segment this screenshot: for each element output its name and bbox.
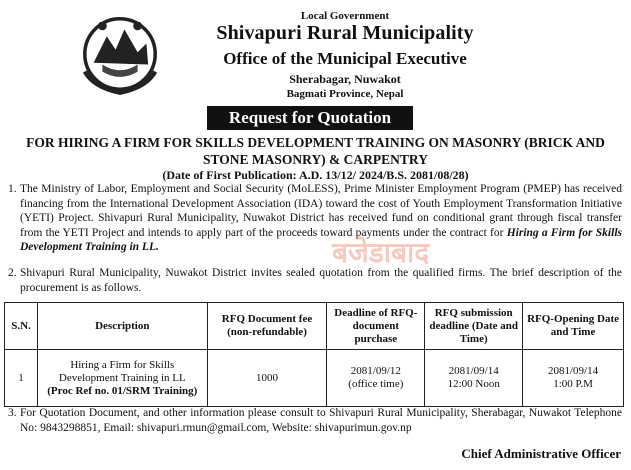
opening-time: 1:00 P.M xyxy=(553,378,593,390)
table-header-row xyxy=(5,303,624,350)
paragraph-text: Shivapuri Rural Municipality, Nuwakot District invites sealed quotation from the qualified firms. The brief description of the procurement is as follows. xyxy=(20,267,622,294)
purchase-date: 2081/09/12 xyxy=(350,365,401,377)
column-header: Description xyxy=(37,303,207,350)
column-header: S.N. xyxy=(5,303,38,350)
address: Sherabagar, Nuwakot xyxy=(289,72,401,86)
column-header: RFQ-Opening Date and Time xyxy=(523,303,624,350)
submission-time: 12:00 Noon xyxy=(447,378,500,390)
proc-ref: (Proc Ref no. 01/SRM Training) xyxy=(47,384,198,397)
watermark: बजेडाबाद xyxy=(332,236,430,269)
paragraph-number: 1. xyxy=(8,183,17,195)
document-fee: 1000 xyxy=(207,350,327,407)
paragraph-1 xyxy=(8,182,622,255)
table-row xyxy=(5,350,624,407)
local-government-label: Local Government xyxy=(300,10,390,22)
paragraph-text: The Ministry of Labor, Employment and Social Security (MoLESS), Prime Minister Employment Program (PMEP) has received financing from the International Development Association (IDA) toward the cost of Youth Employment Transformation Initiative (YETI) Project. Shivapuri Rural Municipality, Nuwakot District has received fund on conditional grant through fiscal transfer from the YETI Project and intends to apply part of the proceeds toward payments under the contract for xyxy=(20,183,622,239)
paragraph-2 xyxy=(8,266,622,295)
serial-number: 1 xyxy=(5,350,38,407)
submission-deadline-cell xyxy=(425,350,523,407)
paragraph-number: 3. xyxy=(8,407,17,419)
purchase-deadline-cell xyxy=(327,350,425,407)
notice-type-banner: Request for Quotation xyxy=(207,106,413,130)
signature-title: Chief Administrative Officer xyxy=(461,446,621,461)
paragraph-3 xyxy=(8,406,622,435)
municipality-name: Shivapuri Rural Municipality xyxy=(216,22,474,44)
province: Bagmati Province, Nepal xyxy=(286,88,404,100)
description-line: Development Training in LL xyxy=(58,371,186,384)
column-header: Deadline of RFQ-document purchase xyxy=(327,303,425,350)
description-line: Hiring a Firm for Skills xyxy=(70,358,175,371)
contract-emphasis: Hiring a Firm for Skills Development Training in LL. xyxy=(20,226,622,254)
description-cell xyxy=(37,350,207,407)
office-name: Office of the Municipal Executive xyxy=(223,49,467,68)
paragraph-text: For Quotation Document, and other information please consult to Shivapuri Rural Municipality, Sherabagar, Nuwakot Telephone No: 9843298851, Email: shivapuri.rmun@gmail.com, Website: shivapurimun.gov.np xyxy=(20,407,622,434)
column-header: RFQ Document fee (non-refundable) xyxy=(207,303,327,350)
submission-date: 2081/09/14 xyxy=(448,365,499,377)
opening-date: 2081/09/14 xyxy=(548,365,599,377)
paragraph-number: 2. xyxy=(8,267,17,279)
column-header: RFQ submission deadline (Date and Time) xyxy=(425,303,523,350)
opening-cell xyxy=(523,350,624,407)
headline: FOR HIRING A FIRM FOR SKILLS DEVELOPMENT TRAINING ON MASONRY (BRICK AND STONE MASONRY) & CARPENTRY xyxy=(26,135,605,167)
purchase-time: (office time) xyxy=(348,378,404,390)
publication-date: (Date of First Publication: A.D. 13/12/ 2024/B.S. 2081/08/28) xyxy=(162,168,469,182)
procurement-table xyxy=(4,302,624,407)
